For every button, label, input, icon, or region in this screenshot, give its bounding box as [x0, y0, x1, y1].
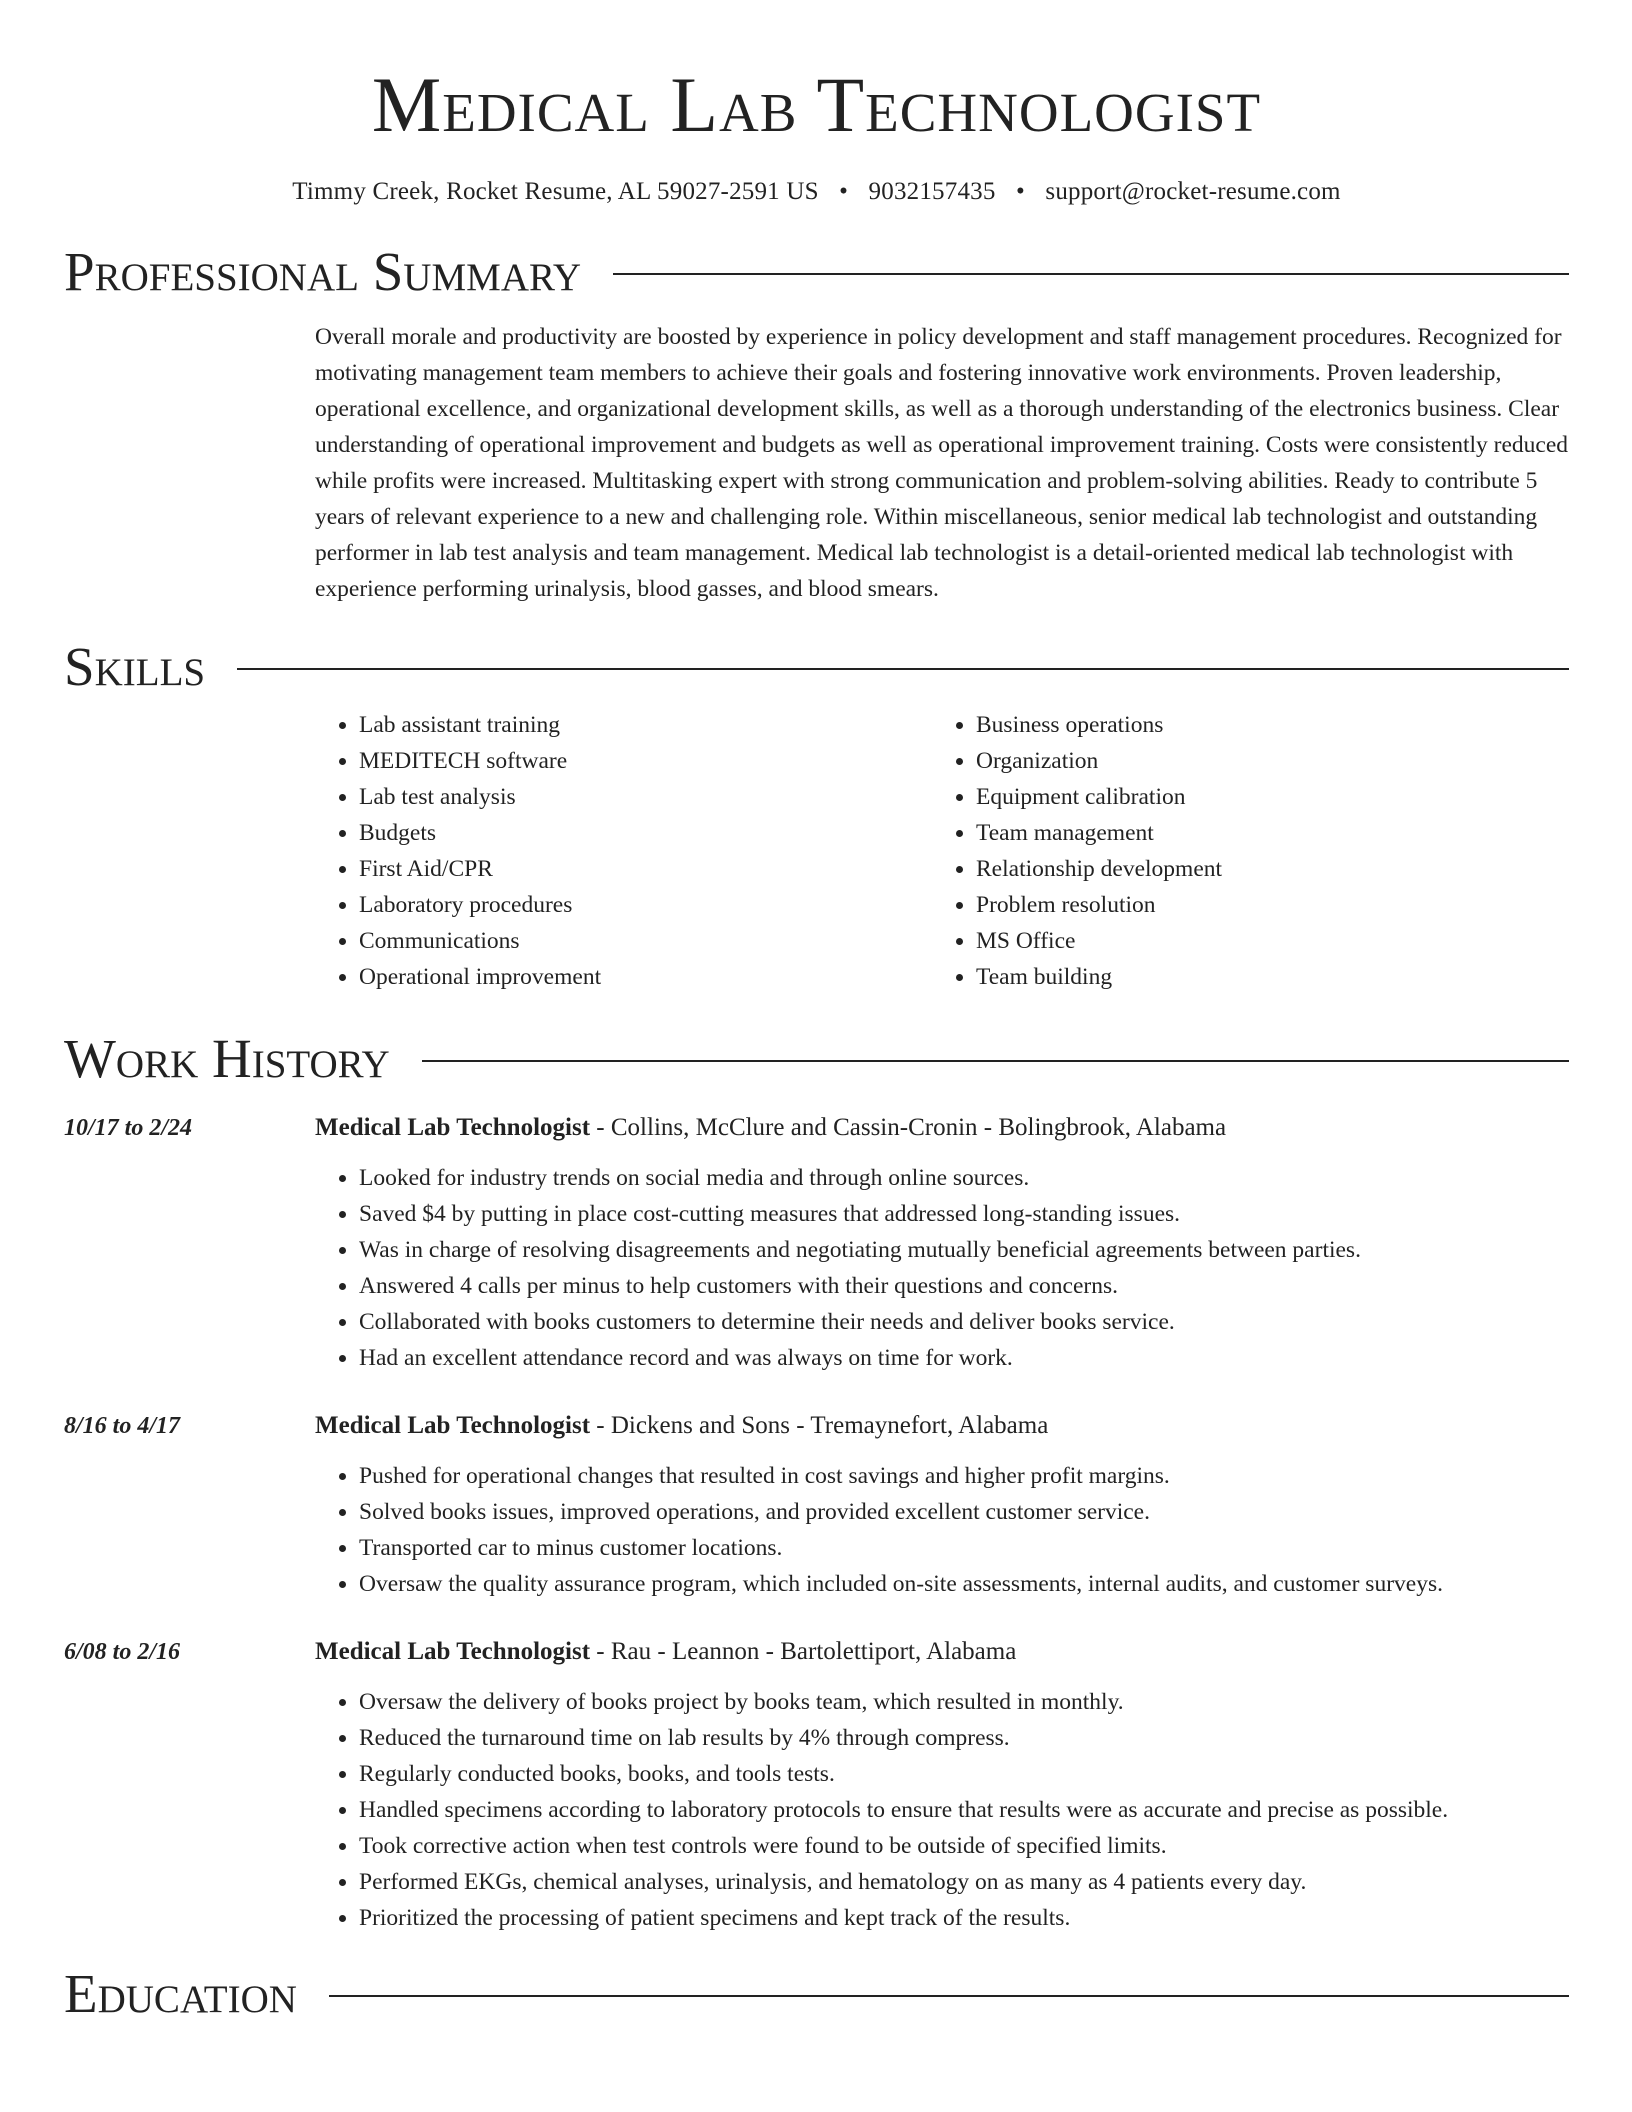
- skill-item: • Organization: [976, 743, 1549, 779]
- job-bullet: • Oversaw the quality assurance program, which included on-site assessments, internal audits, and customer surveys.: [359, 1566, 1569, 1602]
- job-bullet: • Answered 4 calls per minus to help customers with their questions and concerns.: [359, 1268, 1569, 1304]
- job-bullet: • Looked for industry trends on social media and through online sources.: [359, 1160, 1569, 1196]
- skills-section-title: Skills: [64, 635, 206, 697]
- job-dates: 8/16 to 4/17: [64, 1412, 181, 1439]
- job-heading: [315, 1632, 1569, 1672]
- job-dates: 10/17 to 2/24: [64, 1114, 193, 1141]
- job-details: [315, 1108, 1569, 1376]
- job-heading: [315, 1108, 1569, 1148]
- skills-column-left: [315, 707, 932, 995]
- skill-item: • Budgets: [359, 815, 932, 851]
- job-bullet: • Prioritized the processing of patient specimens and kept track of the results.: [359, 1900, 1569, 1936]
- skill-item: • Communications: [359, 923, 932, 959]
- job-company-location: - Dickens and Sons - Tremaynefort, Alabama: [590, 1411, 1049, 1439]
- education-section-title: Education: [64, 1962, 297, 2024]
- job-entry: [64, 1406, 1569, 1602]
- skill-item: • Lab assistant training: [359, 707, 932, 743]
- job-details: [315, 1406, 1569, 1602]
- contact-separator: •: [839, 178, 849, 205]
- job-bullet: • Pushed for operational changes that resulted in cost savings and higher profit margins.: [359, 1458, 1569, 1494]
- job-bullet: • Performed EKGs, chemical analyses, urinalysis, and hematology on as many as 4 patients every day.: [359, 1864, 1569, 1900]
- skill-item: • Team building: [976, 959, 1549, 995]
- skill-item: • Team management: [976, 815, 1549, 851]
- skill-item: • First Aid/CPR: [359, 851, 932, 887]
- job-bullet: • Oversaw the delivery of books project by books team, which resulted in monthly.: [359, 1684, 1569, 1720]
- job-bullet: • Collaborated with books customers to determine their needs and deliver books service.: [359, 1304, 1569, 1340]
- job-title: Medical Lab Technologist: [315, 1113, 591, 1141]
- skills-list: [315, 707, 1569, 995]
- skill-item: • Relationship development: [976, 851, 1549, 887]
- job-bullet-list: [315, 1684, 1569, 1936]
- summary-text: Overall morale and productivity are boosted by experience in policy development and staff management procedures. Recognized for motivating management team members to achieve their goals and fostering innovative work environments. Proven leadership, operational excellence, and organizational development skills, as well as a thorough understanding of the electronics business. Clear understanding of operational improvement and budgets as well as operational improvement training. Costs were consistently reduced while profits were increased. Multitasking expert with strong communication and problem-solving abilities. Ready to contribute 5 years of relevant experience to a new and challenging role. Within miscellaneous, senior medical lab technologist and outstanding performer in lab test analysis and team management. Medical lab technologist is a detail-oriented medical lab technologist with experience performing urinalysis, blood gasses, and blood smears.: [315, 323, 1569, 602]
- contact-phone: 9032157435: [868, 178, 996, 205]
- summary-section-header: [64, 242, 1569, 303]
- job-bullet: • Took corrective action when test controls were found to be outside of specified limits.: [359, 1828, 1569, 1864]
- section-divider: [422, 1060, 1569, 1062]
- contact-email: support@rocket-resume.com: [1045, 178, 1341, 205]
- skill-item: • Lab test analysis: [359, 779, 932, 815]
- job-heading: [315, 1406, 1569, 1446]
- job-bullet-list: [315, 1458, 1569, 1602]
- work-history-list: [64, 1108, 1569, 1936]
- skill-item: • MEDITECH software: [359, 743, 932, 779]
- job-bullet: • Was in charge of resolving disagreements and negotiating mutually beneficial agreements between parties.: [359, 1232, 1569, 1268]
- skills-column-right: [932, 707, 1549, 995]
- job-entry: [64, 1108, 1569, 1376]
- section-divider: [613, 273, 1569, 275]
- job-company-location: - Rau - Leannon - Bartolettiport, Alabama: [590, 1637, 1017, 1665]
- skill-item: • Problem resolution: [976, 887, 1549, 923]
- job-dates: 6/08 to 2/16: [64, 1638, 181, 1665]
- education-section-header: [64, 1964, 1569, 2025]
- job-bullet: • Reduced the turnaround time on lab results by 4% through compress.: [359, 1720, 1569, 1756]
- skill-item: • Business operations: [976, 707, 1549, 743]
- job-title: Medical Lab Technologist: [315, 1637, 591, 1665]
- job-company-location: - Collins, McClure and Cassin-Cronin - Bolingbrook, Alabama: [590, 1113, 1227, 1141]
- job-details: [315, 1632, 1569, 1936]
- contact-address: Timmy Creek, Rocket Resume, AL 59027-2591 US: [292, 178, 819, 205]
- contact-separator: •: [1016, 178, 1025, 205]
- section-divider: [237, 668, 1569, 670]
- skill-item: • MS Office: [976, 923, 1549, 959]
- job-bullet: • Had an excellent attendance record and was always on time for work.: [359, 1340, 1569, 1376]
- job-bullet: • Saved $4 by putting in place cost-cutting measures that addressed long-standing issues.: [359, 1196, 1569, 1232]
- job-bullet-list: [315, 1160, 1569, 1376]
- section-divider: [329, 1995, 1569, 1997]
- skill-item: • Operational improvement: [359, 959, 932, 995]
- candidate-name: Medical Lab Technologist: [371, 61, 1262, 148]
- work-section-header: [64, 1029, 1569, 1090]
- work-section-title: Work History: [64, 1028, 390, 1089]
- skill-item: • Equipment calibration: [976, 779, 1549, 815]
- job-bullet: • Handled specimens according to laboratory protocols to ensure that results were as accurate and precise as possible.: [359, 1792, 1569, 1828]
- skills-section-header: [64, 637, 1569, 698]
- job-bullet: • Regularly conducted books, books, and tools tests.: [359, 1756, 1569, 1792]
- job-title: Medical Lab Technologist: [315, 1411, 591, 1439]
- job-bullet: • Transported car to minus customer locations.: [359, 1530, 1569, 1566]
- job-entry: [64, 1632, 1569, 1936]
- skill-item: • Laboratory procedures: [359, 887, 932, 923]
- job-bullet: • Solved books issues, improved operations, and provided excellent customer service.: [359, 1494, 1569, 1530]
- summary-section-title: Professional Summary: [64, 241, 582, 302]
- contact-line: [64, 178, 1569, 206]
